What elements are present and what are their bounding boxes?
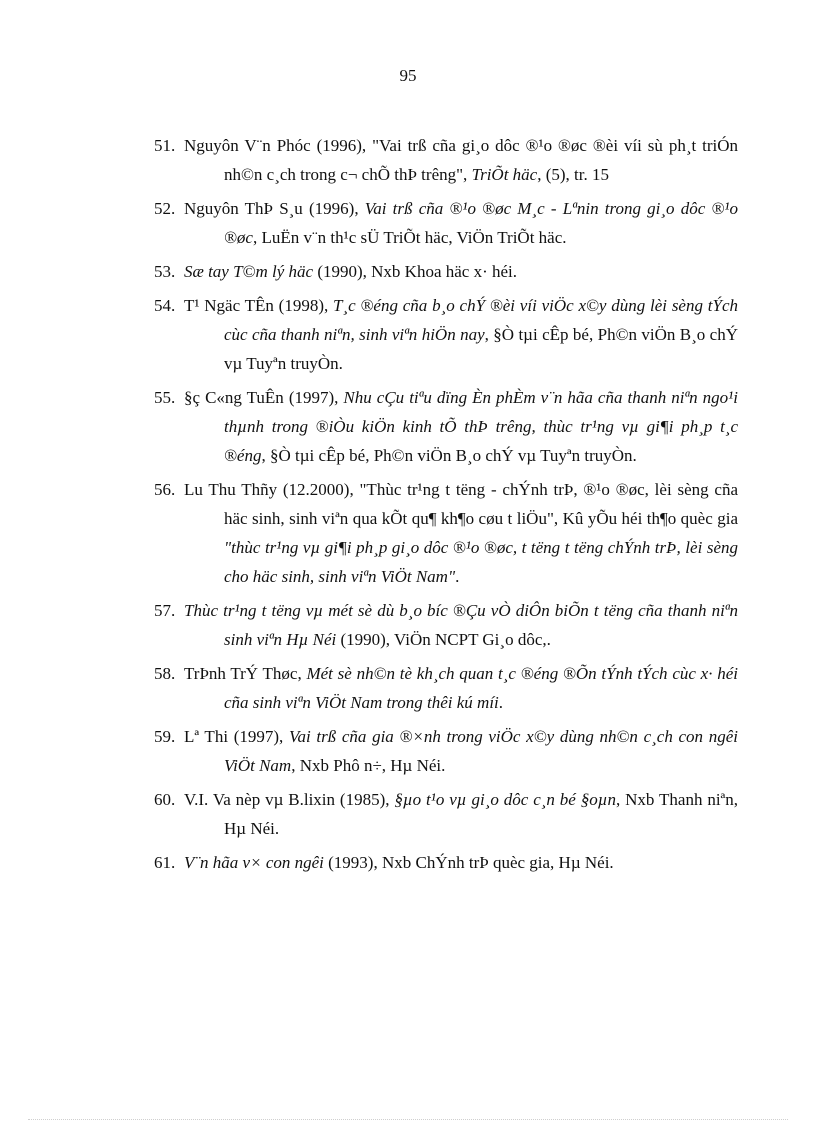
reference-item <box>154 257 738 286</box>
reference-text: , LuËn v¨n th¹c sÜ TriÕt häc, ViÖn TriÕt häc. <box>252 228 567 247</box>
reference-number: 61. <box>154 853 176 872</box>
reference-title: Nhu cÇu tiªu dïng Èn phÈm v¨n hãa cña thanh niªn ngo¹i thµnh trong ®iÒu kiÖn kinh tÕ thÞ trêng, thùc tr¹ng vµ gi¶i ph¸p t¸c ®éng <box>224 388 738 465</box>
reference-item <box>154 291 738 378</box>
reference-text: (1990), ViÖn NCPT Gi¸o dôc,. <box>336 630 551 649</box>
reference-text: , §Ò tµi cÊp bé, Ph©n viÖn B¸o chÝ vµ Tuyªn truyÒn. <box>261 446 637 465</box>
reference-item <box>154 659 738 717</box>
reference-item <box>154 383 738 470</box>
reference-title: "thùc tr¹ng vµ gi¶i ph¸p gi¸o dôc ®¹o ®øc, t tëng t tëng chÝnh trÞ, lèi sèng cho häc sinh, sinh viªn ViÖt Nam" <box>224 538 738 586</box>
reference-text: Lu Thu Thñy (12.2000), "Thùc tr¹ng t tëng - chÝnh trÞ, ®¹o ®øc, lèi sèng cña häc sinh, sinh viªn qua kÕt qu¶ kh¶o cøu t liÖu", Kû yÕu héi th¶o quèc gia <box>184 480 738 528</box>
reference-title: Vai trß cña gia ®×nh trong viÖc x©y dùng nh©n c¸ch con ngêi ViÖt Nam <box>224 727 738 775</box>
reference-item <box>154 131 738 189</box>
reference-item <box>154 194 738 252</box>
reference-title: TriÕt häc <box>471 165 538 184</box>
reference-title: Mét sè nh©n tè kh¸ch quan t¸c ®éng ®Õn tÝnh tÝch cùc x· héi cña sinh viªn ViÖt Nam trong thêi kú míi <box>224 664 738 712</box>
footer-divider <box>28 1119 788 1120</box>
page-number: 95 <box>399 66 417 85</box>
reference-text: Nguyôn V¨n Phóc (1996), "Vai trß cña gi¸o dôc ®¹o ®øc ®èi víi sù ph¸t triÓn nh©n c¸ch trong c¬ chÕ thÞ trêng", <box>184 136 738 184</box>
reference-number: 53. <box>154 262 176 281</box>
reference-title: Sæ tay T©m lý häc <box>184 262 314 281</box>
reference-number: 52. <box>154 199 176 218</box>
reference-number: 57. <box>154 601 176 620</box>
reference-text: (1990), Nxb Khoa häc x· héi. <box>313 262 518 281</box>
reference-number: 55. <box>154 388 176 407</box>
reference-item <box>154 596 738 654</box>
reference-item <box>154 722 738 780</box>
reference-text: §ç C«ng TuÊn (1997), <box>184 388 344 407</box>
reference-number: 58. <box>154 664 176 683</box>
reference-number: 54. <box>154 296 176 315</box>
reference-text: V.I. Va nèp vµ B.lixin (1985), <box>184 790 395 809</box>
reference-item <box>154 785 738 843</box>
reference-item <box>154 848 738 877</box>
reference-text: Nguyôn ThÞ S¸u (1996), <box>184 199 365 218</box>
reference-item <box>154 475 738 591</box>
reference-title: T¸c ®éng cña b¸o chÝ ®èi víi viÖc x©y dùng lèi sèng tÝch cùc cña thanh niªn, sinh viªn hiÖn nay <box>224 296 738 344</box>
reference-title: Thùc tr¹ng t tëng vµ mét sè dù b¸o bíc ®Çu vÒ diÔn biÕn t tëng cña thanh niªn sinh viªn Hµ Néi <box>184 601 738 649</box>
reference-text: Lª Thi (1997), <box>184 727 289 746</box>
reference-title: V¨n hãa v× con ngêi <box>184 853 324 872</box>
reference-text: (1993), Nxb ChÝnh trÞ quèc gia, Hµ Néi. <box>323 853 614 872</box>
reference-text: , Nxb Thanh niªn, Hµ Néi. <box>224 790 738 838</box>
reference-number: 51. <box>154 136 176 155</box>
reference-text: , Nxb Phô n÷, Hµ Néi. <box>291 756 446 775</box>
reference-number: 60. <box>154 790 176 809</box>
reference-text: , §Ò tµi cÊp bé, Ph©n viÖn B¸o chÝ vµ Tuyªn truyÒn. <box>224 325 738 373</box>
reference-list <box>154 131 738 882</box>
reference-number: 56. <box>154 480 176 499</box>
reference-text: . <box>498 693 504 712</box>
reference-text: TrÞnh TrÝ Thøc, <box>184 664 307 683</box>
reference-text: . <box>455 567 460 586</box>
reference-title: §µo t¹o vµ gi¸o dôc c¸n bé §oµn <box>394 790 617 809</box>
reference-text: T¹ Ngäc TÊn (1998), <box>184 296 334 315</box>
reference-title: Vai trß cña ®¹o ®øc M¸c - Lªnin trong gi¸o dôc ®¹o ®øc <box>224 199 738 247</box>
reference-text: , (5), tr. 15 <box>537 165 609 184</box>
reference-number: 59. <box>154 727 176 746</box>
